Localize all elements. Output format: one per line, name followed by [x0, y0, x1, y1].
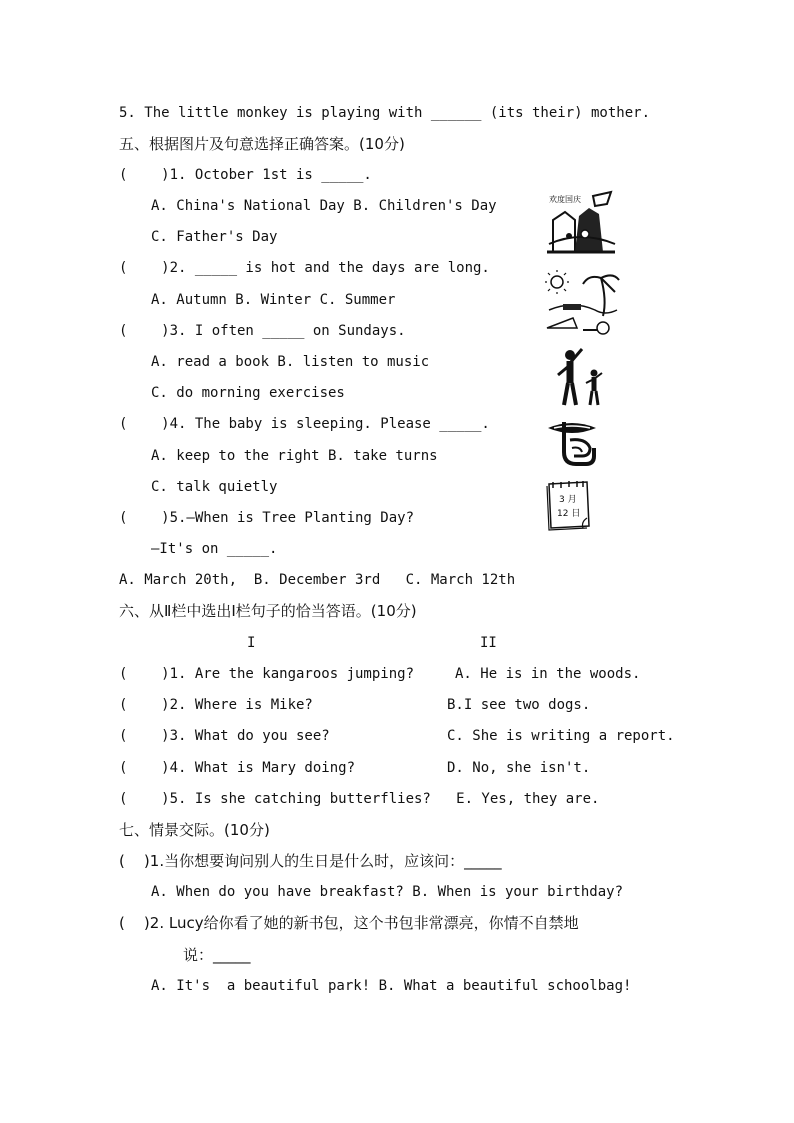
match-answer-c: C. She is writing a report.	[447, 728, 675, 744]
column-ii-header: II	[480, 635, 497, 651]
q5-answer-line: —It's on _____.	[151, 541, 278, 557]
morning-exercises-image	[556, 345, 606, 409]
calendar-day: 12 日	[557, 509, 581, 519]
q1-option-c: C. Father's Day	[151, 229, 278, 245]
match-answer-b: B.I see two dogs.	[447, 697, 591, 713]
situation-q2-stem: ( )2. Lucy给你看了她的新书包，这个书包非常漂亮，你情不自禁地	[119, 914, 579, 932]
q3-stem: ( )3. I often _____ on Sundays.	[119, 323, 406, 339]
q3-options-a-b: A. read a book B. listen to music	[151, 354, 430, 370]
q2-options: A. Autumn B. Winter C. Summer	[151, 292, 396, 308]
calendar-image	[543, 478, 593, 532]
line-q5-monkey: 5. The little monkey is playing with ______ (its their) mother.	[119, 105, 651, 121]
q4-stem: ( )4. The baby is sleeping. Please _____.	[119, 416, 490, 432]
match-answer-d: D. No, she isn't.	[447, 760, 591, 776]
national-day-caption: 欢度国庆	[549, 195, 581, 204]
q3-option-c: C. do morning exercises	[151, 385, 345, 401]
match-answer-a: A. He is in the woods.	[455, 666, 641, 682]
quiet-sign-image	[546, 418, 598, 470]
match-q1: ( )1. Are the kangaroos jumping?	[119, 666, 415, 682]
q4-option-c: C. talk quietly	[151, 479, 278, 495]
q2-stem: ( )2. _____ is hot and the days are long.	[119, 260, 490, 276]
match-q2: ( )2. Where is Mike?	[119, 697, 313, 713]
q5-options: A. March 20th, B. December 3rd C. March 12th	[119, 572, 516, 588]
section-six-heading: 六、从Ⅱ栏中选出Ⅰ栏句子的恰当答语。(10分)	[119, 602, 417, 620]
section-seven-heading: 七、情景交际。(10分)	[119, 821, 270, 839]
situation-q1-options: A. When do you have breakfast? B. When is your birthday?	[151, 884, 624, 900]
situation-q2-options: A. It's a beautiful park! B. What a beautiful schoolbag!	[151, 978, 632, 994]
match-q5-with-answer-e: ( )5. Is she catching butterflies? E. Yes, they are.	[119, 791, 600, 807]
national-day-image	[545, 190, 617, 258]
match-q3: ( )3. What do you see?	[119, 728, 330, 744]
column-i-header: I	[247, 635, 256, 651]
q5-stem: ( )5.—When is Tree Planting Day?	[119, 510, 415, 526]
q1-stem: ( )1. October 1st is _____.	[119, 167, 372, 183]
calendar-month: 3 月	[559, 495, 577, 505]
q4-options-a-b: A. keep to the right B. take turns	[151, 448, 438, 464]
match-q4: ( )4. What is Mary doing?	[119, 760, 356, 776]
situation-q2-stem-cont: 说：_____	[183, 946, 251, 964]
section-five-heading: 五、根据图片及句意选择正确答案。(10分)	[119, 135, 405, 153]
summer-beach-image	[543, 270, 621, 338]
situation-q1-stem: ( )1.当你想要询问别人的生日是什么时，应该问：_____	[119, 852, 502, 870]
q1-options-a-b: A. China's National Day B. Children's Day	[151, 198, 497, 214]
